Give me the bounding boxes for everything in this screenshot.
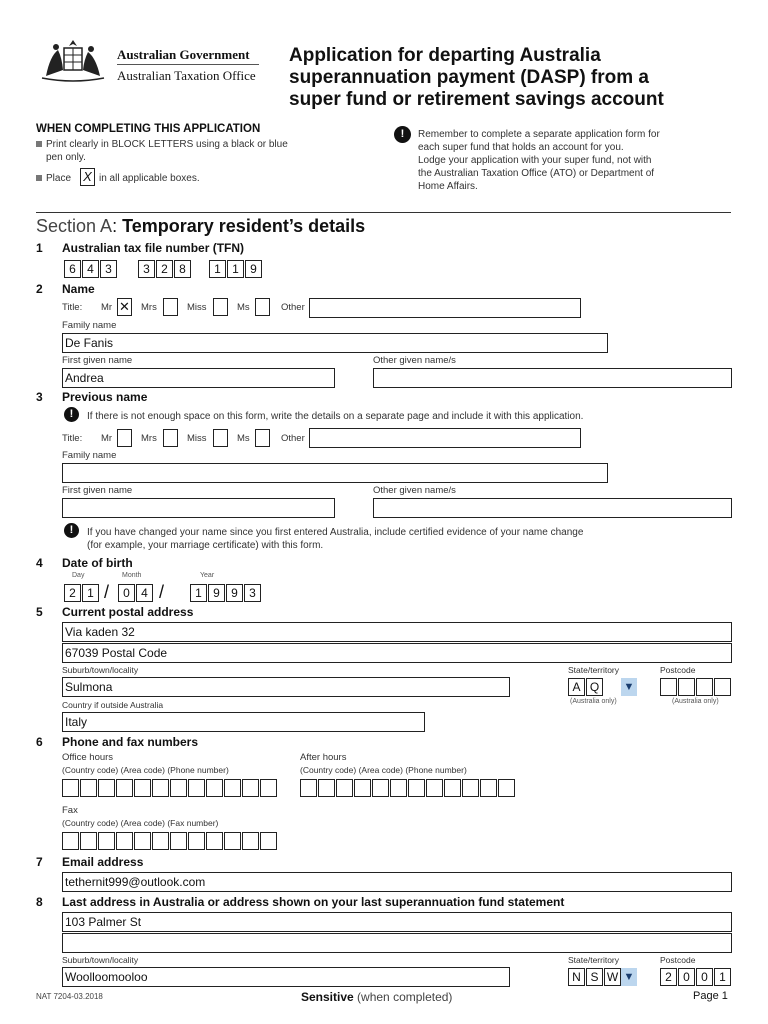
form-title-line3: super fund or retirement savings account [289, 89, 664, 110]
q6-fax-cell[interactable] [206, 832, 223, 850]
q2-title-label: Title: [62, 302, 83, 313]
bullet-icon [36, 141, 42, 147]
q8-address-line1-input[interactable]: 103 Palmer St [62, 912, 732, 932]
q8-state-cell[interactable]: N [568, 968, 585, 986]
tfn-digit-cell[interactable]: 1 [209, 260, 226, 278]
q1-label: Australian tax file number (TFN) [62, 241, 245, 255]
q3-other-given-input[interactable] [373, 498, 732, 518]
bullet1-line1: Print clearly in BLOCK LETTERS using a black or blue [46, 139, 288, 150]
q3-first-name-input[interactable] [62, 498, 335, 518]
q3-note: If there is not enough space on this form, write the details on a separate page and include it with this application. [87, 411, 584, 422]
q3-miss-checkbox[interactable] [213, 429, 228, 447]
q2-number: 2 [36, 282, 43, 296]
section-title: Temporary resident’s details [122, 216, 366, 236]
q2-other-label: Other [281, 302, 305, 313]
q5-postcode-cell[interactable] [678, 678, 695, 696]
q6-after-phone-cell[interactable] [444, 779, 461, 797]
reminder-text [418, 128, 660, 193]
instruction-bullet-2 [36, 172, 71, 185]
q3-family-name-input[interactable] [62, 463, 608, 483]
example-mark-box: X [80, 168, 95, 186]
q8-postcode-cell[interactable]: 2 [660, 968, 677, 986]
q6-office-phone-cell[interactable] [116, 779, 133, 797]
q6-office-phone-cell[interactable] [80, 779, 97, 797]
tfn-digit-cell[interactable]: 9 [245, 260, 262, 278]
dob-day-cell[interactable]: 1 [82, 584, 99, 602]
form-title-line1: Application for departing Australia [289, 45, 601, 66]
org-divider [117, 64, 259, 65]
org-line2: Australian Taxation Office [117, 68, 256, 83]
q3-ms-label: Ms [237, 433, 250, 444]
footer-code: NAT 7204-03.2018 [36, 992, 103, 1001]
q5-country-label: Country if outside Australia [62, 700, 164, 710]
q8-state-cell[interactable]: W [604, 968, 621, 986]
q5-state-cell[interactable]: Q [586, 678, 603, 696]
q5-state-cell[interactable]: A [568, 678, 585, 696]
form-title-line2: superannuation payment (DASP) from a [289, 67, 649, 88]
q6-office-phone-cell[interactable] [62, 779, 79, 797]
q2-miss-label: Miss [187, 302, 207, 313]
q2-other-given-label: Other given name/s [373, 355, 456, 366]
section-prefix: Section A [36, 216, 113, 236]
q2-mrs-label: Mrs [141, 302, 157, 313]
q6-after-phone-cell[interactable] [300, 779, 317, 797]
q2-other-title-input[interactable] [309, 298, 581, 318]
q6-after-codes: (Country code) (Area code) (Phone number) [300, 765, 467, 775]
reminder-line5: Home Affairs. [418, 181, 478, 192]
q3-change-note-line1: If you have changed your name since you first entered Australia, include certified evidence of your name change [87, 527, 584, 538]
q2-first-name-input[interactable]: Andrea [62, 368, 335, 388]
dob-month-cell[interactable]: 4 [136, 584, 153, 602]
footer-sensitive [301, 990, 452, 1004]
important-icon: ! [64, 407, 79, 422]
instructions-heading: WHEN COMPLETING THIS APPLICATION [36, 123, 261, 135]
important-icon: ! [394, 126, 411, 143]
important-icon: ! [64, 523, 79, 538]
q7-label: Email address [62, 855, 144, 869]
coat-of-arms-icon [36, 36, 110, 86]
q8-suburb-label: Suburb/town/locality [62, 955, 139, 965]
q8-postcode-cell[interactable]: 1 [714, 968, 731, 986]
q6-fax-cell[interactable] [80, 832, 97, 850]
footer-when: (when completed) [357, 990, 453, 1004]
tfn-digit-cell[interactable]: 6 [64, 260, 81, 278]
q3-mrs-label: Mrs [141, 433, 157, 444]
q5-state-label: State/territory [568, 665, 620, 675]
q5-suburb-input[interactable]: Sulmona [62, 677, 510, 697]
q6-after-phone-cell[interactable] [480, 779, 497, 797]
q4-label: Date of birth [62, 556, 133, 570]
q6-after-label: After hours [300, 752, 347, 763]
q2-ms-checkbox[interactable] [255, 298, 270, 316]
bullet1-line2: pen only. [46, 152, 86, 163]
q6-office-phone-cell[interactable] [224, 779, 241, 797]
q6-office-phone-cell[interactable] [98, 779, 115, 797]
q3-change-note-line2: (for example, your marriage certificate) with this form. [87, 540, 324, 551]
q8-state-cell[interactable]: S [586, 968, 603, 986]
q3-number: 3 [36, 390, 43, 404]
q6-after-phone-cell[interactable] [372, 779, 389, 797]
q5-label: Current postal address [62, 605, 194, 619]
q5-postcode-aus-only: (Australia only) [672, 698, 719, 705]
footer-sensitive-word: Sensitive [301, 990, 354, 1004]
q5-postcode-cell[interactable] [660, 678, 677, 696]
q5-postcode-cell[interactable] [696, 678, 713, 696]
q3-other-given-label: Other given name/s [373, 485, 456, 496]
q7-number: 7 [36, 855, 43, 869]
q6-office-label: Office hours [62, 752, 114, 763]
reminder-line3: Lodge your application with your super fund, not with [418, 155, 652, 166]
q2-mrs-checkbox[interactable] [163, 298, 178, 316]
q8-postcode-label: Postcode [660, 955, 696, 965]
bullet-icon [36, 175, 42, 181]
q6-fax-cell[interactable] [242, 832, 259, 850]
q6-office-phone-cell[interactable] [170, 779, 187, 797]
q3-other-label: Other [281, 433, 305, 444]
q2-family-name-input[interactable]: De Fanis [62, 333, 608, 353]
q7-email-input[interactable]: tethernit999@outlook.com [62, 872, 732, 892]
q8-number: 8 [36, 895, 43, 909]
q6-fax-cell[interactable] [98, 832, 115, 850]
q6-after-phone-cell[interactable] [426, 779, 443, 797]
section-colon: : [112, 216, 118, 236]
q2-first-label: First given name [62, 355, 133, 366]
q5-number: 5 [36, 605, 43, 619]
instruction-bullet-1 [36, 138, 356, 164]
q3-change-note [87, 526, 583, 552]
q2-label: Name [62, 282, 95, 296]
q2-mr-checkbox[interactable]: ✕ [117, 298, 132, 316]
tfn-digit-cell[interactable]: 1 [227, 260, 244, 278]
q6-fax-cell[interactable] [170, 832, 187, 850]
q3-ms-checkbox[interactable] [255, 429, 270, 447]
q3-family-label: Family name [62, 450, 117, 461]
q6-office-phone-cell[interactable] [152, 779, 169, 797]
tfn-digit-cell[interactable]: 2 [156, 260, 173, 278]
q5-state-aus-only: (Australia only) [570, 698, 617, 705]
q6-after-phone-cell[interactable] [390, 779, 407, 797]
org-line1: Australian Government [117, 47, 250, 62]
section-a-heading [36, 216, 365, 237]
q3-mrs-checkbox[interactable] [163, 429, 178, 447]
section-divider [36, 212, 731, 213]
q6-fax-cell[interactable] [134, 832, 151, 850]
q8-state-label: State/territory [568, 955, 620, 965]
q5-country-input[interactable]: Italy [62, 712, 425, 732]
q6-office-phone-cell[interactable] [242, 779, 259, 797]
q6-fax-cell[interactable] [62, 832, 79, 850]
dob-year-cell[interactable]: 9 [208, 584, 225, 602]
q2-family-label: Family name [62, 320, 117, 331]
reminder-line4: the Australian Taxation Office (ATO) or Department of [418, 168, 655, 179]
q6-office-phone-cell[interactable] [206, 779, 223, 797]
q5-postcode-label: Postcode [660, 665, 696, 675]
q8-state-dropdown-icon[interactable]: ▼ [621, 968, 637, 986]
footer-page: Page 1 [693, 990, 728, 1002]
q8-suburb-input[interactable]: Woolloomooloo [62, 967, 510, 987]
q3-first-label: First given name [62, 485, 133, 496]
q6-after-phone-cell[interactable] [408, 779, 425, 797]
bullet2-post: in all applicable boxes. [99, 173, 200, 184]
dob-day-label: Day [72, 572, 85, 579]
q6-fax-codes: (Country code) (Area code) (Fax number) [62, 818, 219, 828]
q2-miss-checkbox[interactable] [213, 298, 228, 316]
dob-month-label: Month [122, 572, 142, 579]
dob-year-label: Year [200, 572, 215, 579]
q6-number: 6 [36, 735, 43, 749]
q6-after-phone-cell[interactable] [462, 779, 479, 797]
dob-separator-1: / [104, 582, 110, 602]
q6-fax-cell[interactable] [260, 832, 277, 850]
dob-year-cell[interactable]: 1 [190, 584, 207, 602]
q5-state-dropdown-icon[interactable]: ▼ [621, 678, 637, 696]
q5-address-line2-input[interactable]: 67039 Postal Code [62, 643, 732, 663]
q6-office-phone-cell[interactable] [188, 779, 205, 797]
dob-year-cell[interactable]: 3 [244, 584, 261, 602]
tfn-digit-cell[interactable]: 3 [138, 260, 155, 278]
q6-office-phone-cell[interactable] [134, 779, 151, 797]
tfn-digit-cell[interactable]: 3 [100, 260, 117, 278]
q6-label: Phone and fax numbers [62, 735, 199, 749]
q4-number: 4 [36, 556, 43, 570]
q6-fax-cell[interactable] [116, 832, 133, 850]
q6-after-phone-cell[interactable] [318, 779, 335, 797]
dob-day-cell[interactable]: 2 [64, 584, 81, 602]
q3-label: Previous name [62, 390, 148, 404]
q8-label: Last address in Australia or address shown on your last superannuation fund statement [62, 895, 565, 909]
tfn-digit-cell[interactable]: 4 [82, 260, 99, 278]
q3-other-title-input[interactable] [309, 428, 581, 448]
q6-fax-cell[interactable] [224, 832, 241, 850]
reminder-line1: Remember to complete a separate application form for [418, 129, 660, 140]
q8-address-line2-input[interactable] [62, 933, 732, 953]
q3-title-label: Title: [62, 433, 83, 444]
tfn-digit-cell[interactable]: 8 [174, 260, 191, 278]
q6-fax-cell[interactable] [188, 832, 205, 850]
q3-mr-label: Mr [101, 433, 113, 444]
q6-office-phone-cell[interactable] [260, 779, 277, 797]
dob-year-cell[interactable]: 9 [226, 584, 243, 602]
q8-postcode-cell[interactable]: 0 [696, 968, 713, 986]
q6-office-codes: (Country code) (Area code) (Phone number) [62, 765, 229, 775]
q6-after-phone-cell[interactable] [354, 779, 371, 797]
q2-mr-label: Mr [101, 302, 113, 313]
dob-month-cell[interactable]: 0 [118, 584, 135, 602]
q6-after-phone-cell[interactable] [498, 779, 515, 797]
q6-fax-cell[interactable] [152, 832, 169, 850]
q6-after-phone-cell[interactable] [336, 779, 353, 797]
dob-separator-2: / [159, 582, 165, 602]
q5-suburb-label: Suburb/town/locality [62, 665, 139, 675]
q2-other-given-input[interactable] [373, 368, 732, 388]
q3-mr-checkbox[interactable] [117, 429, 132, 447]
q3-miss-label: Miss [187, 433, 207, 444]
bullet2-pre: Place [46, 173, 72, 184]
q6-fax-label: Fax [62, 805, 78, 816]
reminder-line2: each super fund that holds an account for you. [418, 142, 624, 153]
q8-postcode-cell[interactable]: 0 [678, 968, 695, 986]
q5-postcode-cell[interactable] [714, 678, 731, 696]
q1-number: 1 [36, 241, 43, 255]
q2-ms-label: Ms [237, 302, 250, 313]
q5-address-line1-input[interactable]: Via kaden 32 [62, 622, 732, 642]
